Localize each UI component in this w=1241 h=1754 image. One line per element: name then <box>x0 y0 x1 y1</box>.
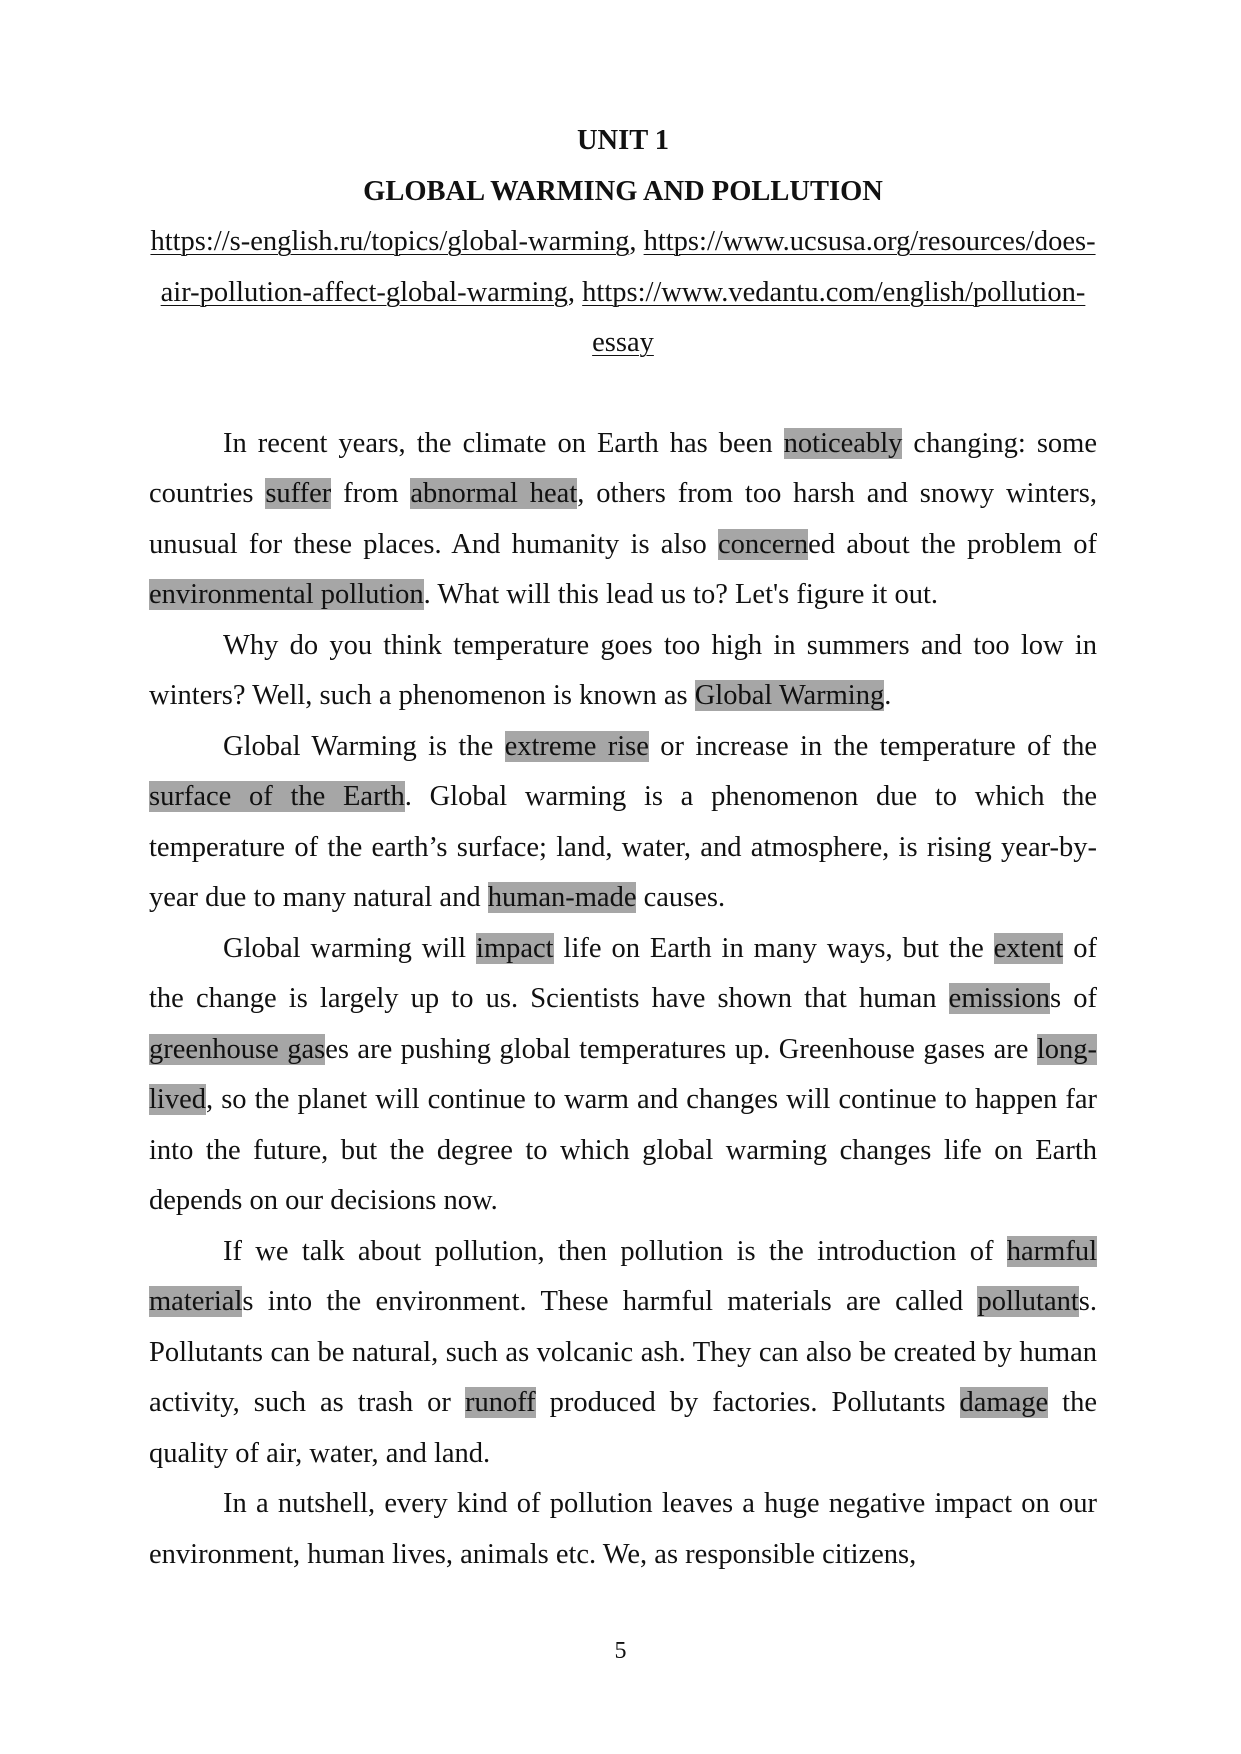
paragraph <box>149 621 1097 722</box>
highlighted-term: Global Warming <box>694 680 885 711</box>
body-text <box>149 419 1097 1581</box>
unit-label: UNIT 1 <box>576 125 670 156</box>
text-run: In a nutshell, every kind of pollution leaves a huge negative impact on our environment, human lives, animals etc. We, as responsible citizens, <box>149 1488 1097 1570</box>
text-run: es are pushing global temperatures up. Greenhouse gases are <box>325 1033 1037 1065</box>
source-separator: , <box>629 226 644 257</box>
highlighted-term: impact <box>476 932 554 964</box>
highlighted-term: long-lived <box>149 1033 1097 1115</box>
highlighted-term: emission <box>948 983 1051 1014</box>
text-run: s into the environment. These harmful materials are called <box>242 1286 978 1317</box>
text-run: produced by factories. Pollutants <box>535 1387 960 1418</box>
page-number: 5 <box>614 1638 627 1664</box>
highlighted-term: surface of the Earth <box>149 781 405 812</box>
text-run: from <box>331 478 411 509</box>
text-run: of the change is largely up to us. Scientists have shown that human <box>149 932 1097 1014</box>
text-run: life on Earth in many ways, but the <box>553 932 994 964</box>
text-run: s of <box>1050 983 1097 1014</box>
highlighted-term: extent <box>993 932 1064 964</box>
highlighted-term: environmental pollution <box>149 579 424 610</box>
paragraph <box>149 1479 1097 1580</box>
paragraph <box>149 924 1097 1227</box>
highlighted-term: noticeably <box>783 427 903 459</box>
source-link-2[interactable]: https://www.ucsusa.org/resources/does-air-pollution-affect-global-warming <box>160 226 1096 308</box>
text-run: Global Warming is the <box>223 730 505 762</box>
text-run: . Global warming is a phenomenon due to which the temperature of the earth’s surface; land, water, and atmosphere, is rising year-by-year due to many natural and <box>149 781 1097 913</box>
highlighted-term: runoff <box>464 1387 536 1418</box>
highlighted-term: extreme rise <box>504 730 649 762</box>
source-link-3[interactable]: https://www.vedantu.com/english/pollution-essay <box>582 276 1086 358</box>
highlighted-term: material <box>149 1286 243 1317</box>
text-run: ed about the problem of <box>808 528 1097 560</box>
text-run: changing: some countries <box>149 427 1097 509</box>
text-run: , so the planet will continue to warm and changes will continue to happen far into the future, but the degree to which global warming changes life on Earth depends on our decisions now. <box>149 1084 1097 1216</box>
text-run: , others from too harsh and snowy winters, unusual for these places. And humanity is also <box>149 478 1098 560</box>
highlighted-term: suffer <box>265 478 332 509</box>
highlighted-term: abnormal heat <box>410 478 578 509</box>
text-run: the quality of air, water, and land. <box>149 1387 1097 1469</box>
text-run: . What will this lead us to? Let's figure it out. <box>423 579 939 610</box>
highlighted-term: damage <box>959 1387 1049 1418</box>
text-run: If we talk about pollution, then pollution is the introduction of <box>223 1235 1007 1267</box>
highlighted-term: harmful <box>1006 1235 1097 1267</box>
highlighted-term: greenhouse gas <box>149 1033 326 1065</box>
page-title: GLOBAL WARMING AND POLLUTION <box>363 175 883 207</box>
text-run: causes. <box>636 882 726 913</box>
text-run: s. Pollutants can be natural, such as volcanic ash. They can also be created by human activity, such as trash or <box>149 1286 1097 1418</box>
highlighted-term: concern <box>717 528 809 560</box>
text-run: Global warming will <box>223 932 477 964</box>
source-separator: , <box>567 276 583 308</box>
paragraph <box>149 419 1097 621</box>
document-page <box>149 116 1097 1580</box>
highlighted-term: human-made <box>487 882 637 913</box>
source-link-1[interactable]: https://s-english.ru/topics/global-warming <box>150 226 630 257</box>
text-run: or increase in the temperature of the <box>648 730 1098 762</box>
paragraph <box>149 1227 1097 1480</box>
text-run: . <box>884 680 892 711</box>
text-run: Why do you think temperature goes too high in summers and too low in winters? Well, such a phenomenon is known as <box>149 629 1097 711</box>
source-links <box>149 217 1097 369</box>
text-run: In recent years, the climate on Earth has been <box>223 427 784 459</box>
highlighted-term: pollutant <box>977 1286 1079 1317</box>
paragraph <box>149 722 1097 924</box>
